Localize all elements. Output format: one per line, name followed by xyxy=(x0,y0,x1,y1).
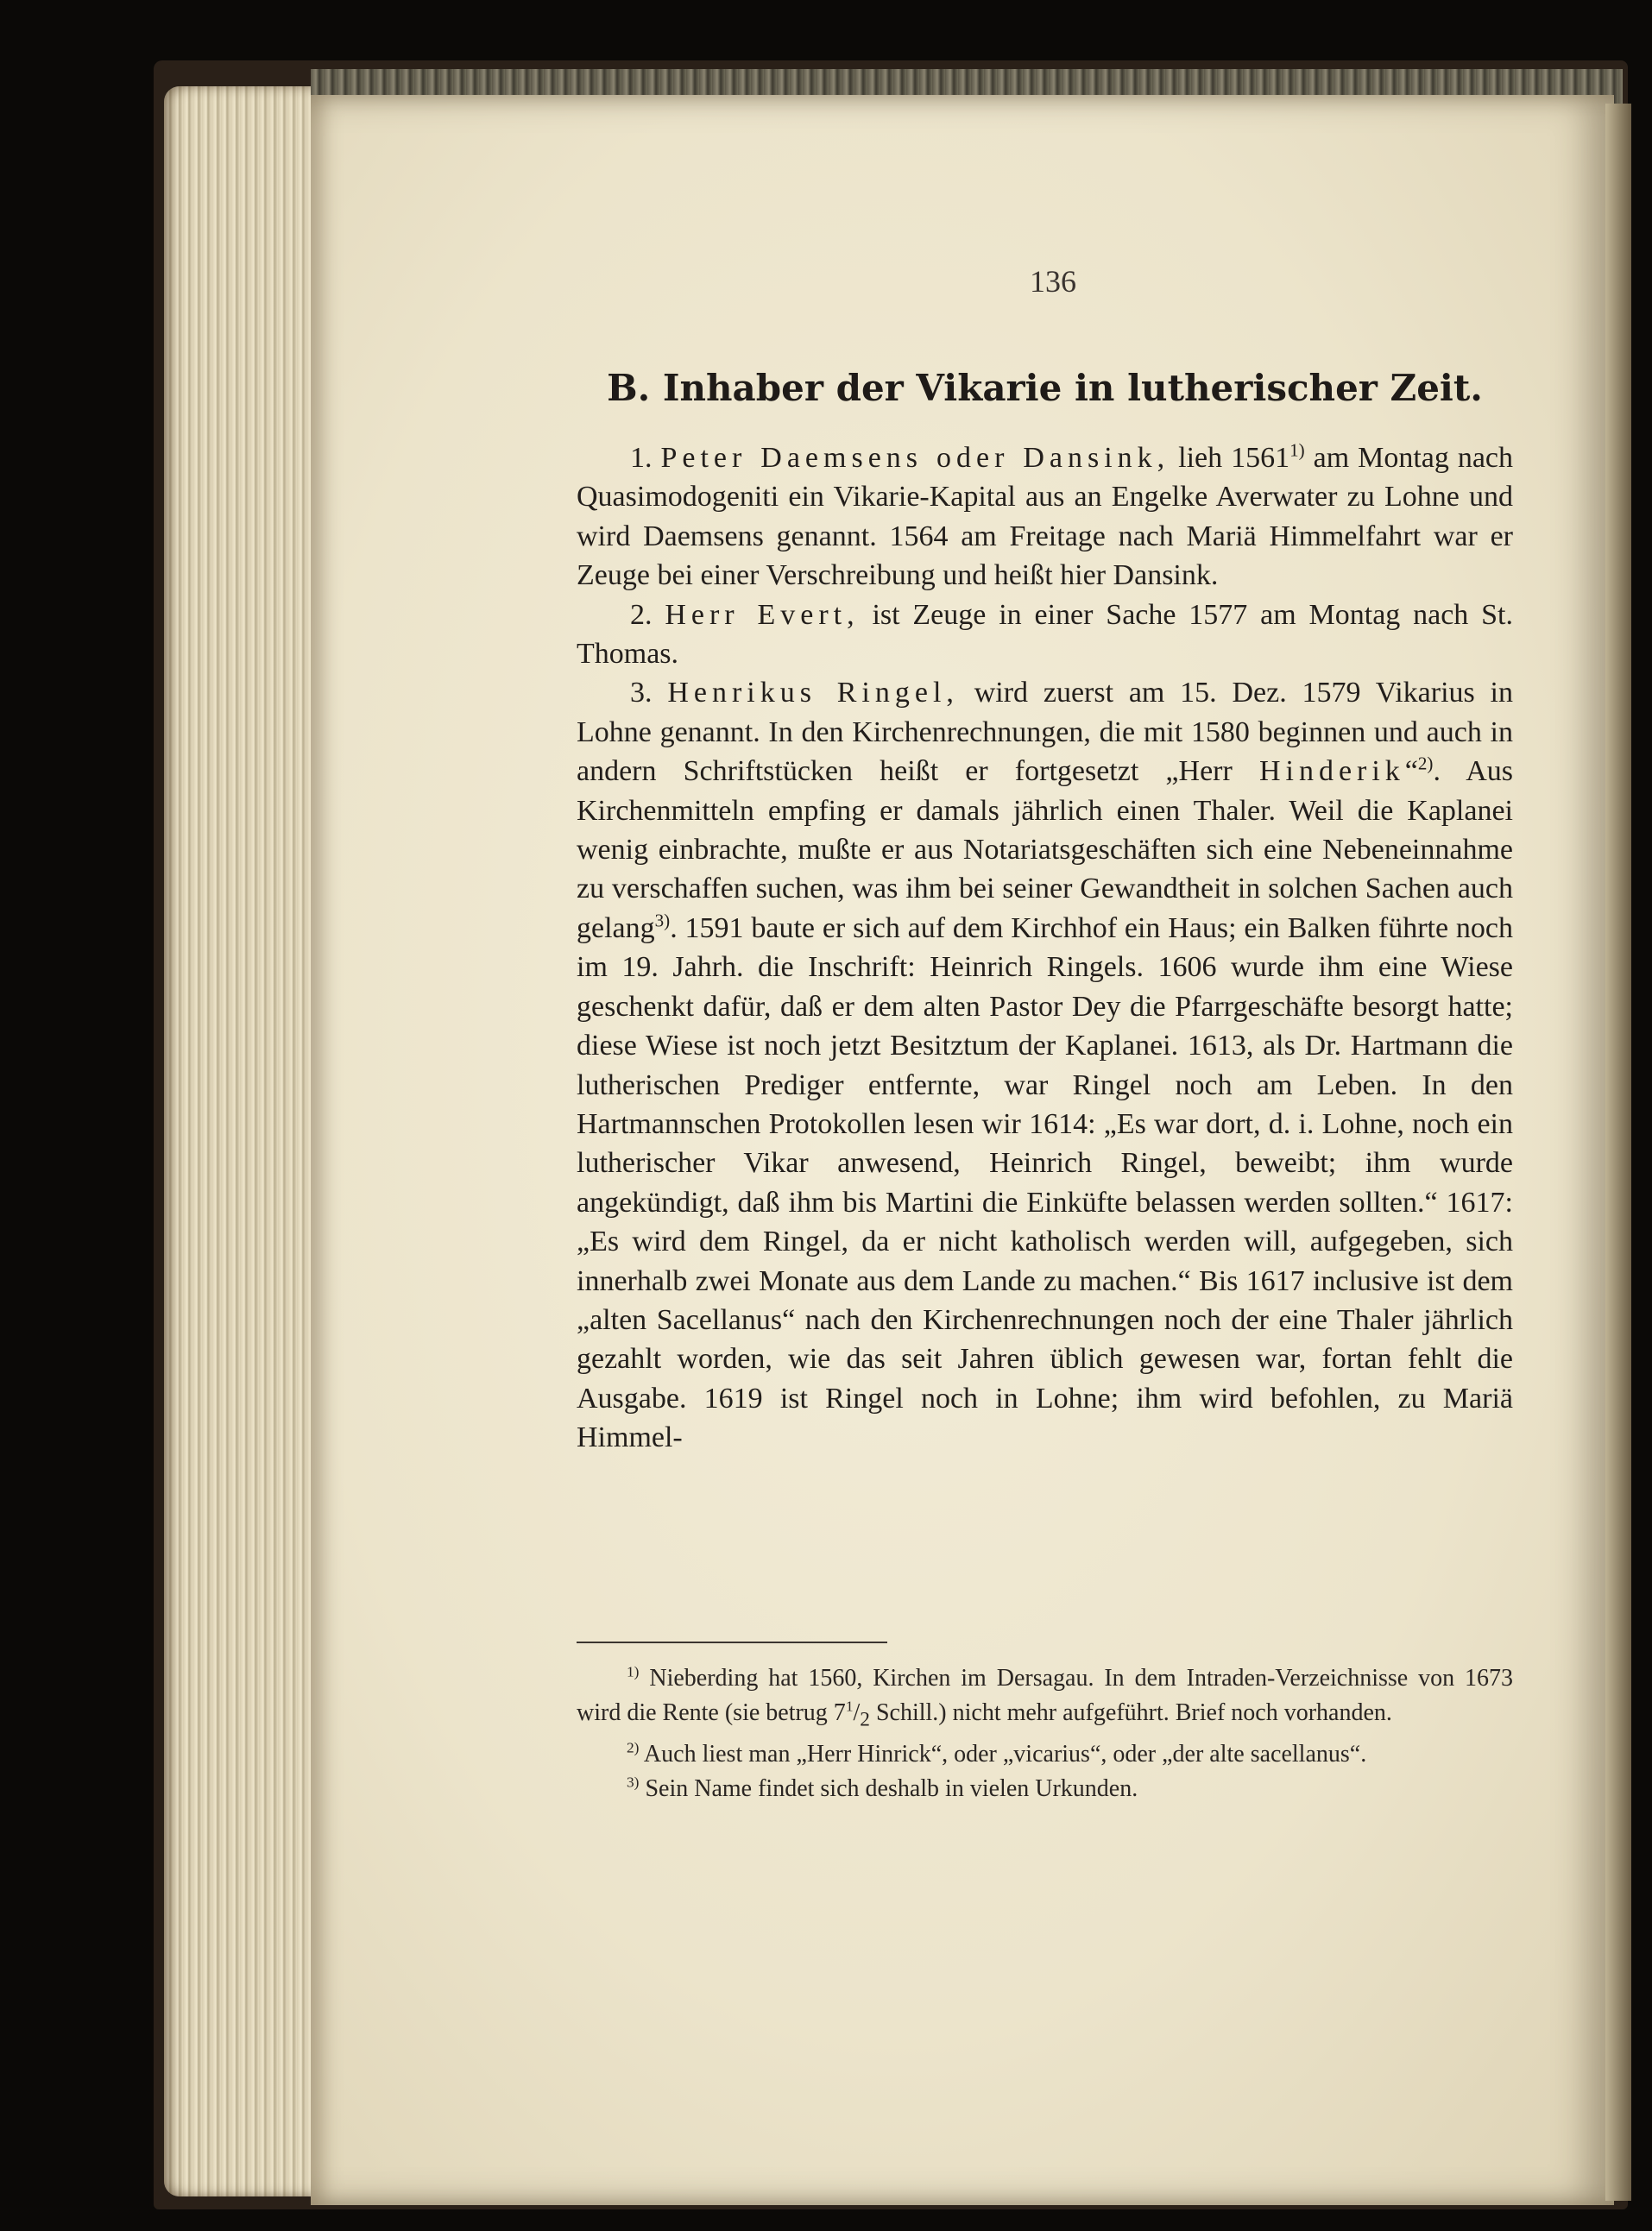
paragraph-entry-1 xyxy=(577,438,1513,596)
paragraph-entry-2 xyxy=(577,596,1513,674)
fraction-numerator: 1 xyxy=(845,1698,854,1715)
footnotes xyxy=(577,1661,1513,1806)
book-gutter xyxy=(1605,104,1631,2201)
entry-text: . Aus Kirchenmitteln empfing er damals jährlich einen Thaler. Weil die Kaplanei wenig einbrachte, mußte er aus Notariatsgeschäften sich eine Nebeneinnahme zu verschaffen suchen, was ihm bei seiner Gewandtheit in solchen Sachen auch gelang xyxy=(577,755,1513,944)
page-number: 136 xyxy=(1030,264,1076,299)
entry-number: 2. xyxy=(630,598,653,631)
footnote-3 xyxy=(577,1772,1513,1806)
footnote-ref: 1) xyxy=(1289,439,1305,461)
paragraph-entry-3 xyxy=(577,673,1513,1457)
footnote-mark: 1) xyxy=(627,1663,640,1680)
entry-text: ist Zeuge in einer Sache 1577 am Montag nach St. Thomas. xyxy=(577,598,1514,671)
entry-text: am Montag nach Quasimodogeniti ein Vikarie-Kapital aus an Engelke Averwater zu Lohne und wird Daemsens genannt. 1564 am Freitage nach Mariä Himmelfahrt war er Zeuge bei einer Verschreibung und heißt hier Dansink. xyxy=(577,442,1513,592)
footnote-1: $^{1)}$ Nieberding hat 1560, Kirchen im Dersagau. In dem Intraden-Verzeichnisse von 1673 wird die Rente (sie betrug $7^1/_2$ Schill.) nicht mehr aufgeführt. Brief noch vorhanden. xyxy=(577,1663,1513,1731)
footnote-text: Schill.) nicht mehr aufgeführt. Brief noch vorhanden. xyxy=(869,1699,1392,1726)
footnote-divider xyxy=(577,1642,887,1643)
page-edges xyxy=(164,86,328,2196)
entry-text: lieh 1561 xyxy=(1170,442,1290,474)
entry-text: wird zuerst am 15. Dez. 1579 Vikarius in Lohne genannt. In den Kirchenrechnungen, die mit 1580 beginnen und auch in andern Schriftstücken heißt er fortgesetzt „Herr xyxy=(577,677,1513,788)
section-heading: B. Inhaber der Vikarie in lutherischer Zeit. xyxy=(607,367,1483,409)
footnote-text: Nieberding hat 1560, Kirchen im Dersagau. In dem Intraden-Verzeichnisse von 1673 wird die Rente (sie betrug 7 xyxy=(577,1665,1513,1726)
footnote-2 xyxy=(577,1737,1513,1772)
entry-name: Henrikus Ringel, xyxy=(667,677,959,709)
footnote-mark: 3) xyxy=(627,1774,640,1791)
footnote-ref: 3) xyxy=(654,910,671,931)
entry-name: Peter Daemsens oder Dansink, xyxy=(660,442,1170,474)
entry-name: Herr Evert, xyxy=(665,598,860,631)
entry-text: “ xyxy=(1404,755,1418,788)
entry-number: 3. xyxy=(630,677,653,709)
footnote-ref: 2) xyxy=(1417,753,1434,774)
fraction-denominator: 2 xyxy=(860,1708,870,1731)
footnote-text: Sein Name findet sich deshalb in vielen Urkunden. xyxy=(639,1774,1138,1802)
entry-name-alt: Hinderik xyxy=(1258,755,1405,788)
entry-text: . 1591 baute er sich auf dem Kirchhof ein Haus; ein Balken führte noch im 19. Jahrh. die Inschrift: Heinrich Ringels. 1606 wurde ihm eine Wiese geschenkt dafür, daß er dem alten Pastor Dey die Pfarrgeschäfte besorgt hatte; diese Wiese ist noch jetzt Besitztum der Kaplanei. 1613, als Dr. Hartmann die lutherischen Prediger entfernte, war Ringel noch am Leben. In den Hartmannschen Protokollen lesen wir 1614: „Es war dort, d. i. Lohne, noch ein lutherischer Vikar anwesend, Heinrich Ringel, beweibt; ihm wurde angekündigt, daß ihm bis Martini die Einküfte belassen werden sollten.“ 1617: „Es wird dem Ringel, da er nicht katholisch werden will, aufgegeben, sich innerhalb zwei Monate aus dem Lande zu machen.“ Bis 1617 inclusive ist dem „alten Sacellanus“ nach den Kirchenrechnungen noch der eine Thaler jährlich gezahlt worden, wie das seit Jahren üblich gewesen war, fortan fehlt die Ausgabe. 1619 ist Ringel noch in Lohne; ihm wird befohlen, zu Mariä Himmel- xyxy=(577,911,1513,1454)
footnote-text: Auch liest man „Herr Hinrick“, oder „vicarius“, oder „der alte sacellanus“. xyxy=(639,1740,1367,1768)
footnote-mark: 2) xyxy=(627,1739,640,1756)
body-text xyxy=(577,438,1513,1458)
entry-number: 1. xyxy=(630,442,653,474)
